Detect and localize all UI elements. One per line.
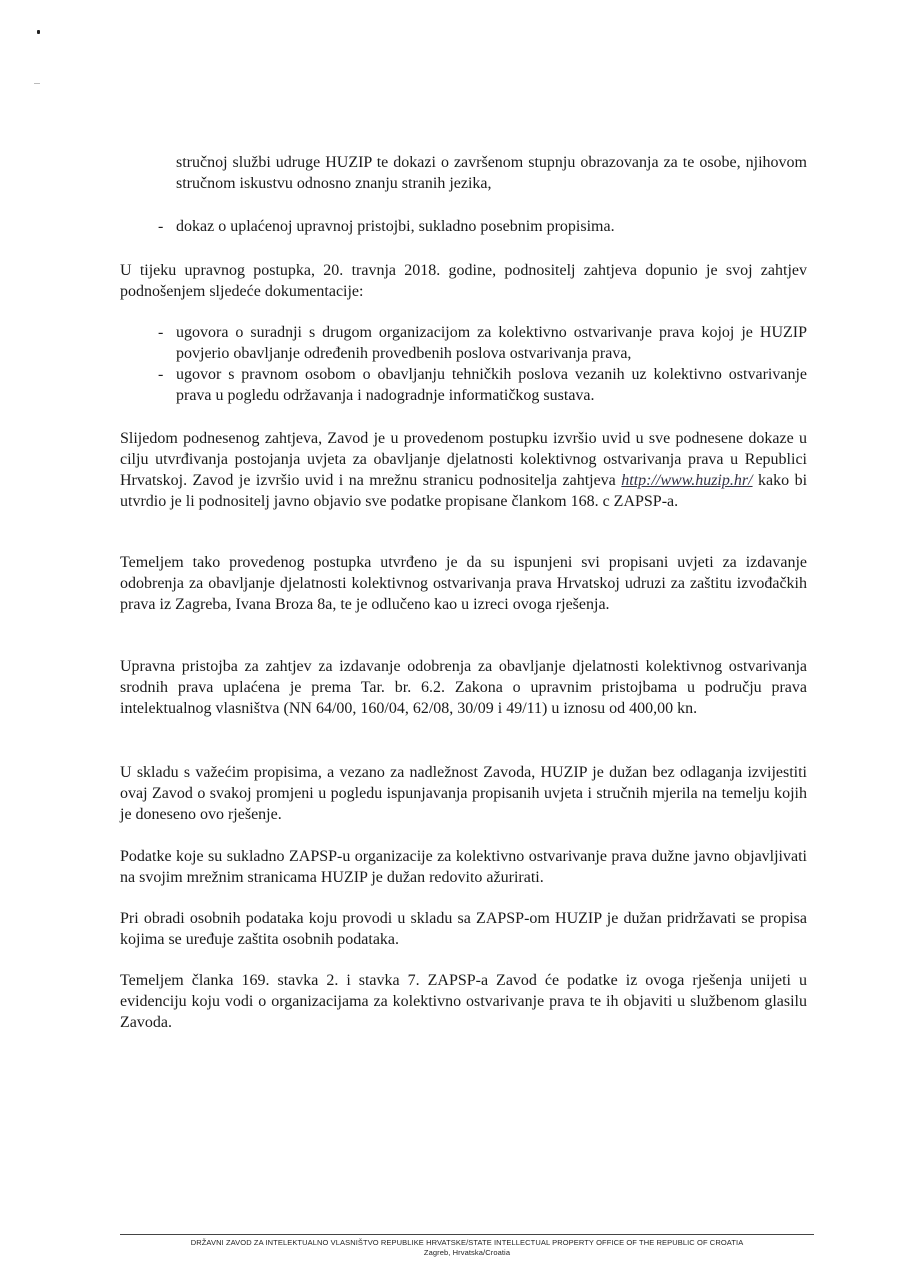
- fee-paragraph: Upravna pristojba za zahtjev za izdavanje odobrenja za obavljanje djelatnosti kolektivnog ostvarivanja srodnih prava uplaćena je prema Tar. br. 6.2. Zakona o upravnim pristojbama u području prava intelektualnog vlasništva (NN 64/00, 160/04, 62/08, 30/09 i 49/11) u iznosu od 400,00 kn.: [120, 658, 807, 717]
- inspection-text-end: kako bi utvrdio je li podnositelj javno objavio sve podatke propisane člankom 168. c ZAPSP-a.: [120, 472, 808, 510]
- footer-office-name: DRŽAVNI ZAVOD ZA INTELEKTUALNO VLASNIŠTVO REPUBLIKE HRVATSKE/STATE INTELLECTUAL PROPERTY OFFICE OF THE REPUBLIC OF CROATIA: [190, 1238, 744, 1247]
- supplement-intro-paragraph: U tijeku upravnog postupka, 20. travnja 2018. godine, podnositelj zahtjeva dopunio je svoj zahtjev podnošenjem sljedeće dokumentacije:: [120, 262, 807, 300]
- conditions-paragraph: Temeljem tako provedenog postupka utvrđeno je da su ispunjeni svi propisani uvjeti za izdavanje odobrenja za obavljanje djelatnosti kolektivnog ostvarivanja prava Hrvatskoj udruzi za zaštitu izvođačkih prava iz Zagreba, Ivana Broza 8a, te je odlučeno kao u izreci ovoga rješenja.: [120, 554, 807, 613]
- scan-mark: [37, 30, 40, 34]
- list-item-legal-person-contract: ugovor s pravnom osobom o obavljanju tehničkih poslova vezanih uz kolektivno ostvarivanje prava u pogledu održavanja i nadogradnje informatičkog sustava.: [176, 366, 807, 404]
- inspection-paragraph: [120, 428, 807, 512]
- scan-mark: [34, 83, 40, 84]
- personal-data-paragraph: Pri obradi osobnih podataka koju provodi u skladu sa ZAPSP-om HUZIP je dužan pridržavati se propisa kojima se uređuje zaštita osobnih podataka.: [120, 910, 807, 948]
- bullet-marker: -: [158, 218, 164, 235]
- publication-paragraph: Podatke koje su sukladno ZAPSP-u organizacije za kolektivno ostvarivanje prava dužne javno objavljivati na svojim mrežnim stranicama HUZIP je dužan redovito ažurirati.: [120, 848, 807, 886]
- notification-paragraph: U skladu s važećim propisima, a vezano za nadležnost Zavoda, HUZIP je dužan bez odlaganja izvijestiti ovaj Zavod o svakoj promjeni u pogledu ispunjavanja propisanih uvjeta i stručnih mjerila na temelju kojih je doneseno ovo rješenje.: [120, 764, 807, 823]
- list-item-fee-proof: dokaz o uplaćenoj upravnoj pristojbi, sukladno posebnim propisima.: [176, 218, 615, 235]
- intro-continuation: stručnoj službi udruge HUZIP te dokazi o završenom stupnju obrazovanja za te osobe, njihovom stručnom iskustvu odnosno znanju stranih jezika,: [176, 154, 807, 192]
- bullet-marker: -: [158, 324, 164, 341]
- footer-divider: [120, 1234, 814, 1235]
- bullet-marker: -: [158, 366, 164, 383]
- huzip-website-link[interactable]: http://www.huzip.hr/: [621, 472, 753, 489]
- inspection-text: Slijedom podnesenog zahtjeva, Zavod je u provedenom postupku izvršio uvid u sve podnesene dokaze u cilju utvrđivanja postojanja uvjeta za obavljanje djelatnosti kolektivnog ostvarivanja prava u Republici Hrvatskoj. Zavod je izvršio uvid i na mrežnu stranicu podnositelja zahtjeva: [120, 430, 807, 489]
- register-paragraph: Temeljem članka 169. stavka 2. i stavka 7. ZAPSP-a Zavod će podatke iz ovoga rješenja unijeti u evidenciju koju vodi o organizacijama za kolektivno ostvarivanje prava te ih objaviti u službenom glasilu Zavoda.: [120, 972, 807, 1031]
- footer-location: Zagreb, Hrvatska/Croatia: [423, 1248, 511, 1257]
- list-item-cooperation-contract: ugovora o suradnji s drugom organizacijom za kolektivno ostvarivanje prava kojoj je HUZIP povjerio obavljanje određenih provedbenih poslova ostvarivanja prava,: [176, 324, 807, 362]
